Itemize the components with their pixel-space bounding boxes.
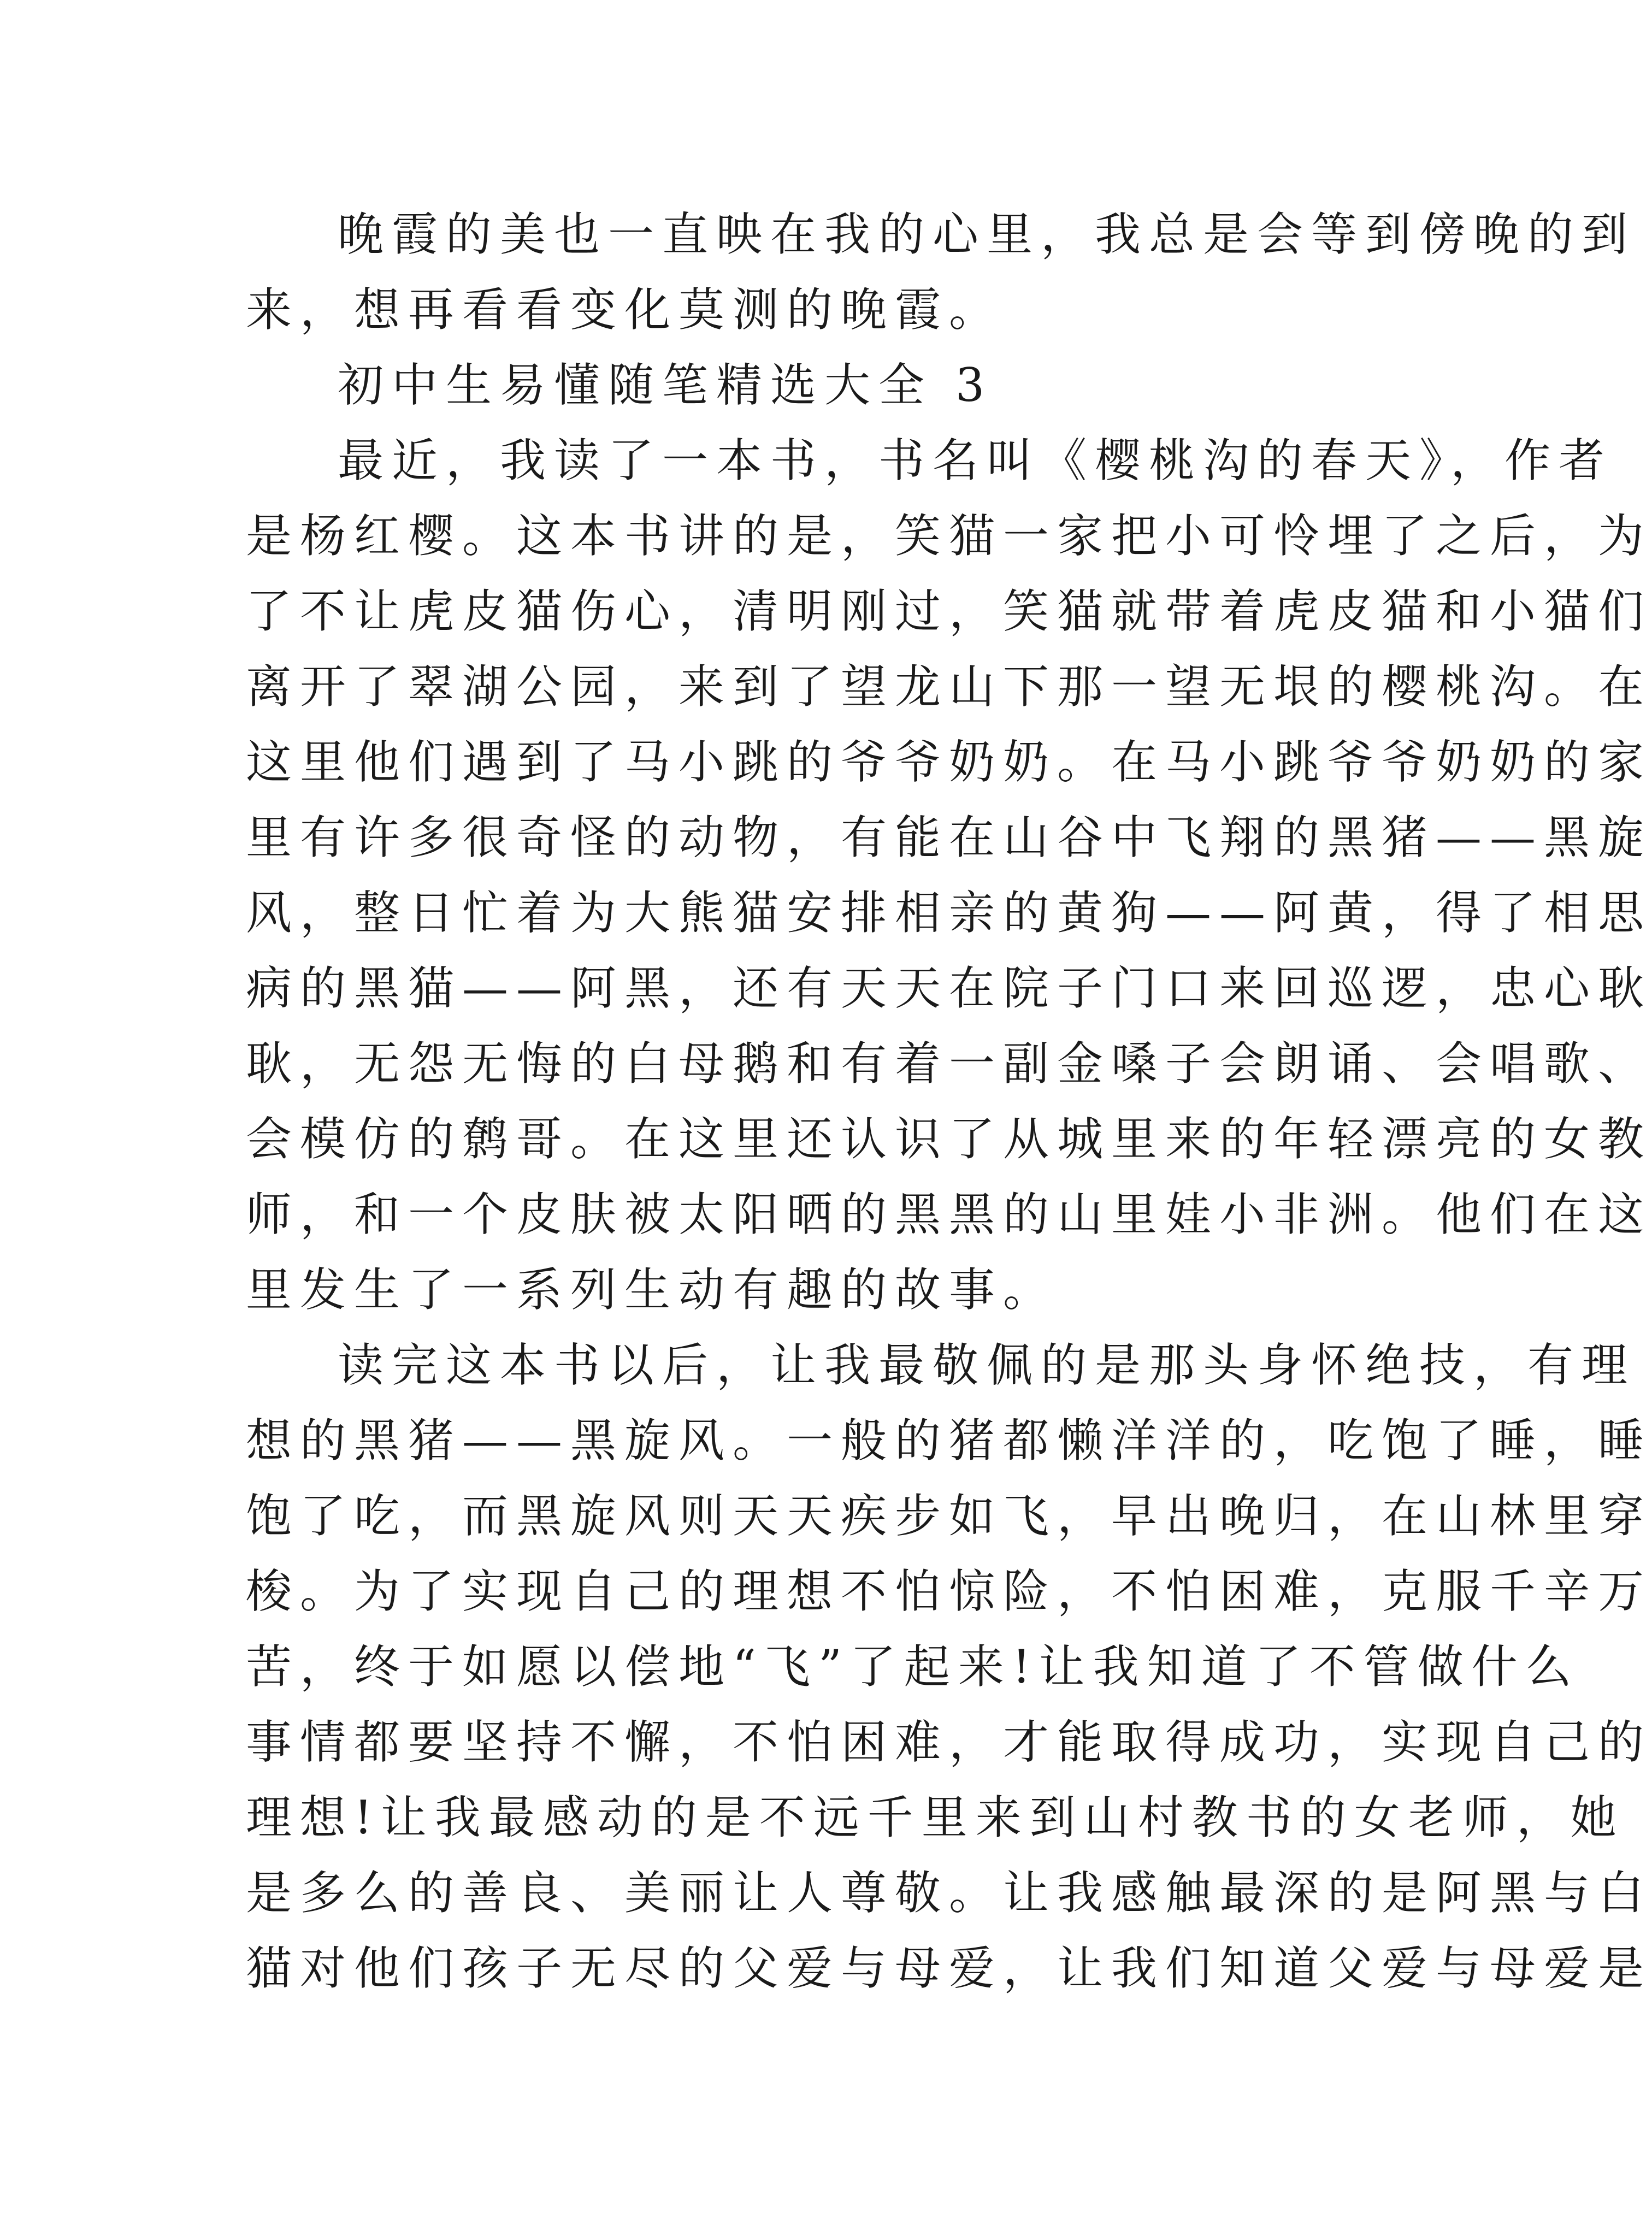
text-line: 风，整日忙着为大熊猫安排相亲的黄狗——阿黄，得了相思 <box>246 886 1652 940</box>
section-heading: 初中生易懂随笔精选大全 3 <box>338 358 993 412</box>
text-line: 梭。为了实现自己的理想不怕惊险，不怕困难，克服千辛万 <box>246 1565 1652 1618</box>
text-line: 事情都要坚持不懈，不怕困难，才能取得成功，实现自己的 <box>246 1715 1652 1769</box>
text-line: 了不让虎皮猫伤心，清明刚过，笑猫就带着虎皮猫和小猫们 <box>246 585 1652 638</box>
text-line: 这里他们遇到了马小跳的爷爷奶奶。在马小跳爷爷奶奶的家 <box>246 735 1652 789</box>
text-line: 来，想再看看变化莫测的晚霞。 <box>246 283 1004 337</box>
text-line: 饱了吃，而黑旋风则天天疾步如飞，早出晚归，在山林里穿 <box>246 1489 1652 1543</box>
text-line: 师，和一个皮肤被太阳晒的黑黑的山里娃小非洲。他们在这 <box>246 1188 1652 1241</box>
text-line: 会模仿的鹩哥。在这里还认识了从城里来的年轻漂亮的女教 <box>246 1112 1652 1166</box>
text-line: 里有许多很奇怪的动物，有能在山谷中飞翔的黑猪——黑旋 <box>246 811 1652 864</box>
text-line: 是多么的善良、美丽让人尊敬。让我感触最深的是阿黑与白 <box>246 1866 1652 1920</box>
text-line: 是杨红樱。这本书讲的是，笑猫一家把小可怜埋了之后，为 <box>246 509 1652 563</box>
text-line: 里发生了一系列生动有趣的故事。 <box>246 1263 1058 1317</box>
text-line: 想的黑猪——黑旋风。一般的猪都懒洋洋的，吃饱了睡，睡 <box>246 1414 1652 1467</box>
text-line: 晚霞的美也一直映在我的心里，我总是会等到傍晚的到 <box>338 208 1636 261</box>
document-body <box>246 197 1652 2006</box>
text-line: 病的黑猫——阿黑，还有天天在院子门口来回巡逻，忠心耿 <box>246 961 1652 1015</box>
text-line: 读完这本书以后，让我最敬佩的是那头身怀绝技，有理 <box>338 1338 1636 1392</box>
text-line: 猫对他们孩子无尽的父爱与母爱，让我们知道父爱与母爱是 <box>246 1942 1652 1995</box>
text-line: 理想!让我最感动的是不远千里来到山村教书的女老师，她 <box>246 1791 1625 1844</box>
text-line: 最近，我读了一本书，书名叫《樱桃沟的春天》，作者 <box>338 434 1613 487</box>
text-line: 苦，终于如愿以偿地“飞”了起来!让我知道了不管做什么 <box>246 1640 1580 1694</box>
text-line: 耿，无怨无悔的白母鹅和有着一副金嗓子会朗诵、会唱歌、 <box>246 1037 1652 1090</box>
text-line: 离开了翠湖公园，来到了望龙山下那一望无垠的樱桃沟。在 <box>246 660 1652 713</box>
